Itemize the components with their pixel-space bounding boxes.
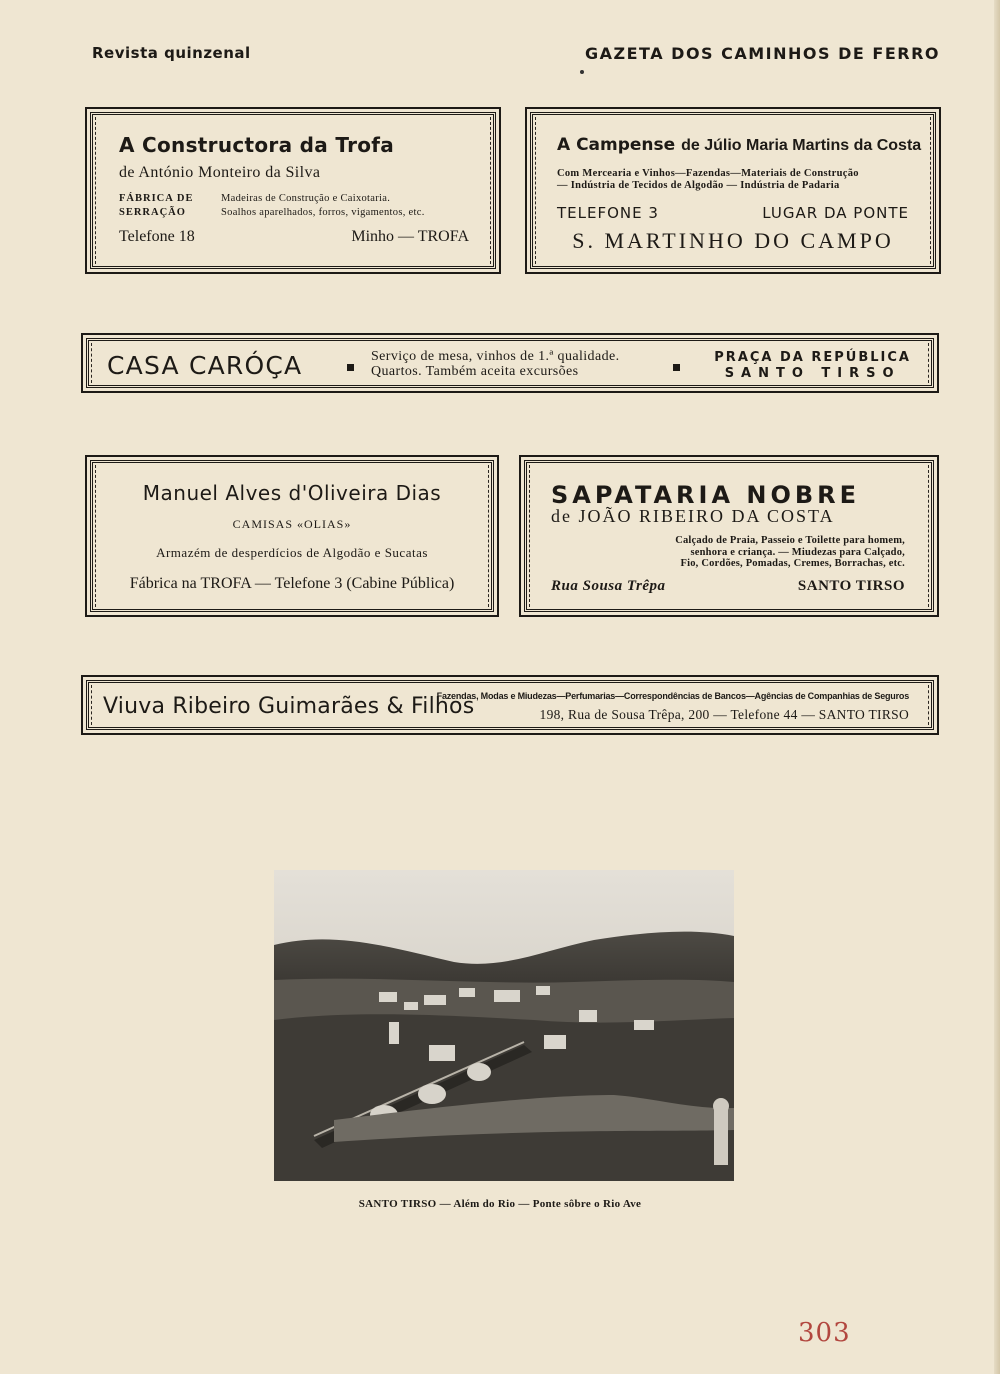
- bullet-square-icon: [673, 364, 680, 371]
- page-edge: [994, 0, 1000, 1374]
- ad-location: Minho — TROFA: [351, 228, 469, 245]
- ad-subtitle: de António Monteiro da Silva: [119, 164, 321, 181]
- ad-place: [714, 350, 911, 382]
- ad-town: SANTO TIRSO: [797, 578, 905, 594]
- ad-viuva-ribeiro: [86, 680, 934, 730]
- ad-street: Rua Sousa Trêpa: [551, 578, 666, 594]
- ad-description-line: Quartos. Também aceita excursões: [371, 364, 579, 379]
- ad-title: [557, 135, 921, 155]
- ad-place-line: SANTO TIRSO: [724, 366, 901, 381]
- ad-constructora-trofa: [90, 112, 496, 269]
- ad-subtitle: de JOÃO RIBEIRO DA COSTA: [551, 506, 835, 526]
- ornament-dot: [580, 70, 584, 74]
- ad-place-line: PRAÇA DA REPÚBLICA: [714, 350, 911, 365]
- ad-manuel-alves: [90, 460, 494, 612]
- ad-title: SAPATARIA NOBRE: [551, 481, 861, 509]
- ad-title-main: A Campense: [557, 135, 676, 155]
- ad-phone: TELEFONE 3: [557, 204, 659, 222]
- ad-subtitle: CAMISAS «OLIAS»: [232, 517, 352, 531]
- ad-description: Madeiras de Construção e Caixotaria.: [221, 193, 391, 204]
- ad-footer: Fábrica na TROFA — Telefone 3 (Cabine Pública): [129, 575, 455, 592]
- ad-title-owner: de Júlio Maria Martins da Costa: [681, 137, 922, 154]
- photo-santo-tirso-bridge: [274, 870, 734, 1181]
- ad-title: Manuel Alves d'Oliveira Dias: [142, 481, 442, 505]
- ad-town: S. MARTINHO DO CAMPO: [572, 228, 894, 253]
- bullet-square-icon: [347, 364, 354, 371]
- ad-title: CASA CARÓÇA: [107, 351, 303, 380]
- ad-label: SERRAÇÃO: [119, 207, 186, 218]
- photo-illustration: [274, 870, 734, 1181]
- ad-place: LUGAR DA PONTE: [762, 204, 909, 222]
- ad-address: 198, Rua de Sousa Trêpa, 200 — Telefone 44 — SANTO TIRSO: [539, 707, 909, 722]
- ad-description: [371, 349, 619, 379]
- ad-description: Armazém de desperdícios de Algodão e Sucatas: [156, 545, 428, 560]
- photo-caption: SANTO TIRSO — Além do Rio — Ponte sôbre o Rio Ave: [358, 1198, 642, 1210]
- ad-description-line: senhora e criança. — Miudezas para Calçado,: [690, 546, 905, 558]
- running-head-left: Revista quinzenal: [92, 44, 251, 62]
- ad-label: FÁBRICA DE: [119, 193, 194, 204]
- page-number: 303: [798, 1318, 851, 1348]
- ad-phone: Telefone 18: [119, 228, 195, 245]
- ad-description-line: Calçado de Praia, Passeio e Toilette para homem,: [675, 535, 905, 546]
- ad-description: Soalhos aparelhados, forros, vigamentos, etc.: [221, 207, 425, 218]
- ad-casa-caroca: [86, 338, 934, 388]
- ad-title: Viuva Ribeiro Guimarães & Filhos: [103, 694, 475, 719]
- ad-description-line: Serviço de mesa, vinhos de 1.ª qualidade.: [371, 349, 620, 364]
- ad-description-line: Fio, Cordões, Pomadas, Cremes, Borrachas, etc.: [680, 558, 905, 569]
- ad-description: Fazendas, Modas e Miudezas—Perfumarias—Correspondências de Bancos—Agências de Companhias de Seguros: [436, 691, 909, 701]
- ad-description: [675, 535, 905, 570]
- running-head-right: GAZETA DOS CAMINHOS DE FERRO: [584, 44, 940, 63]
- ad-title: A Constructora da Trofa: [119, 133, 395, 157]
- ad-campense: [530, 112, 936, 269]
- ad-description: Com Mercearia e Vinhos—Fazendas—Materiais de Construção: [557, 168, 859, 179]
- ad-sapataria-nobre: [524, 460, 934, 612]
- ad-description: — Indústria de Tecidos de Algodão — Indústria de Padaria: [557, 180, 840, 191]
